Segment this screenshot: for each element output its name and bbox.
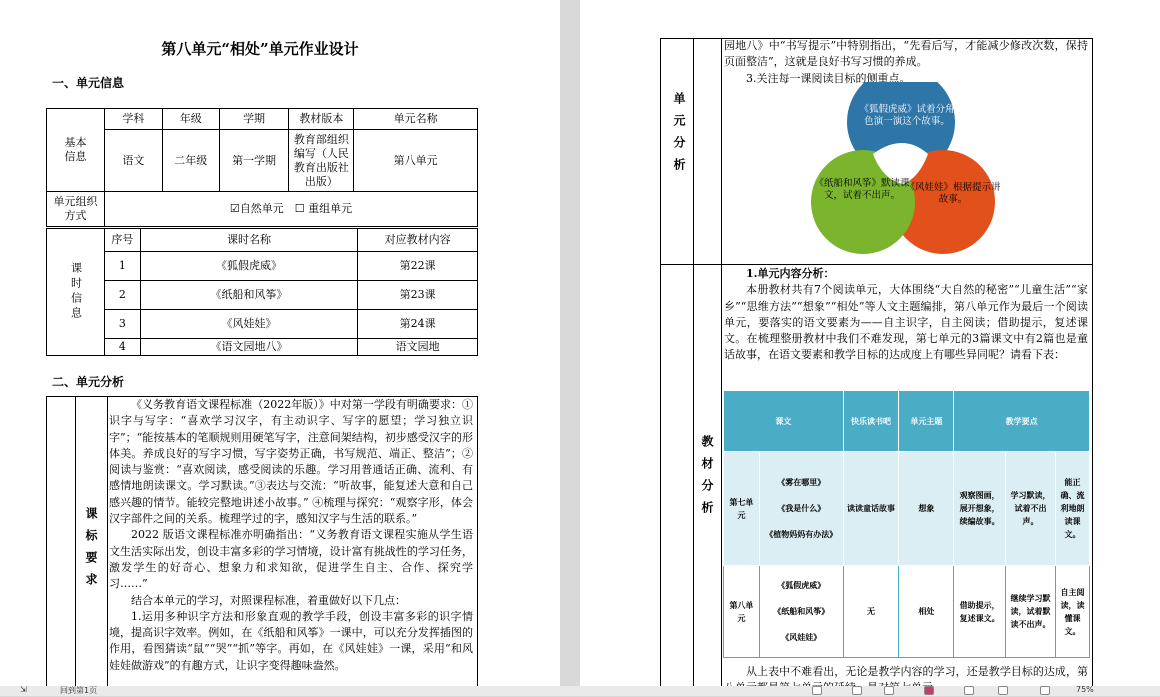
lesson-info-label: 课时信息 [47, 229, 105, 356]
status-bar [0, 686, 1160, 696]
lesson-header: 对应教材内容 [358, 229, 478, 252]
table-cell-reading: 无 [843, 566, 899, 658]
lesson-content: 第24课 [358, 310, 478, 339]
multi-page-icon[interactable] [884, 686, 894, 695]
venn-text-green: 《纸船和风筝》默读课文，试着不出声。 [814, 178, 910, 201]
info-header: 学科 [104, 109, 162, 130]
org-label: 单元组织方式 [47, 192, 105, 227]
info-value: 第八单元 [354, 130, 478, 192]
table-cell-point: 自主阅读，读懂课文。 [1055, 566, 1089, 658]
info-value: 语文 [104, 130, 162, 192]
material-analysis-label: 教材分析 [700, 435, 714, 523]
lesson-header: 课时名称 [140, 229, 357, 252]
table-cell-theme: 相处 [899, 566, 954, 658]
lesson-table [46, 228, 478, 356]
venn-text-orange: 《风娃娃》根据提示讲故事。 [905, 182, 1001, 205]
section-heading-unit-info: 一、单元信息 [52, 76, 125, 90]
info-header: 教材版本 [289, 109, 354, 130]
table-cell-point: 能正确、流利地朗读课文。 [1055, 452, 1089, 566]
bottom-text: 从上表中不难看出，无论是教学内容的学习，还是教学目标的达成，第 [746, 665, 1088, 678]
lesson-content: 第23课 [358, 281, 478, 310]
table-cell-reading: 读读童话故事 [843, 452, 899, 566]
curriculum-text: 《义务教育语文课程标准（2022年版）》中对第一学段有明确要求：①识字与写字：“喜欢学习汉字，有主动识字、写字的愿望；学习独立识字”；“能按基本的笔顺规则用硬笔写字，注意间架结构，初步感受汉字的形体美。养成良好的写字习惯，写字姿势正确，书写规范、端正、整洁”；②阅读与鉴赏：“喜欢阅读，感受阅读的乐趣。学习用普通话正确、流利、有感情地朗读课文。学习默读。”③表达与交流：“听故事，能复述大意和自己感兴趣的情节。能较完整地讲述小故事。” ④梳理与探究：“观察字形，体会汉字部件之间的关系。梳理学过的字，感知汉字与生活的联系。” 2022 版语文课程标准亦明确指出：“义务教育语文课程实施从学生语文生活实际出发，创设丰富多彩的学习情境，设计富有挑战性的学习任务，激发学生的好奇心、想象力和求知欲，促进学生自主、合作、探究学习……” 结合本单元的学习，对照课程标准，着重做好以下几点： 1.运用多种识字方法和形象直观的教学手段，创设丰富多彩的识字情境，提高识字效率。例如，在《纸船和风筝》一课中，可以充分发挥插图的作用，看图猜读“鼠”“哭”“抓”等字。再如，在《风娃娃》一课，采用“和风娃娃做游戏”的有趣方式，让识字变得趣味盎然。 [109, 398, 473, 672]
table-header: 单元主题 [899, 391, 954, 452]
lesson-no: 1 [104, 252, 140, 281]
curriculum-box [46, 396, 478, 686]
info-header: 单元名称 [354, 109, 478, 130]
page-view-icon[interactable] [852, 686, 862, 695]
read-mode-icon[interactable] [812, 686, 822, 695]
table-cell-unit: 第七单元 [724, 452, 760, 566]
lesson-name: 《狐假虎威》 [140, 252, 357, 281]
table-header: 快乐读书吧 [843, 391, 899, 452]
web-view-icon[interactable] [964, 686, 974, 695]
top-text: 园地八》中“书写提示”中特别指出，“先看后写，才能减少修改次数，保持页面整洁”，这就是良好书写习惯的养成。 3.关注每一课阅读目标的侧重点。 [724, 39, 1088, 85]
table-cell-point: 观察图画，展开想象，续编故事。 [954, 452, 1006, 566]
table-header: 教学要点 [954, 391, 1090, 452]
table-cell-texts: 《狐假虎威》 《纸船和风筝》 《风娃娃》 [759, 566, 843, 658]
content-analysis: 1.单元内容分析： 本册教材共有7个阅读单元，大体围绕“大自然的秘密”“儿童生活”“家乡”“思维方法”“想象”“相处”等人文主题编排，第八单元作为最后一个阅读单元，要落实的语文要素为——自主识字，自主阅读；借助提示，复述课文。在梳理整册教材中我们不难发现，第七单元的3篇课文中有2篇也是童话故事，在语文要素和教学目标的达成度上有哪些异同呢？请看下表： [724, 267, 1088, 362]
basic-info-label: 基本信息 [47, 109, 105, 192]
fit-icon[interactable] [998, 686, 1008, 695]
info-value: 二年级 [162, 130, 219, 192]
info-header: 年级 [162, 109, 219, 130]
lesson-name: 《语文园地八》 [140, 339, 357, 356]
table-cell-texts: 《雾在哪里》 《我是什么》 《植物妈妈有办法》 [759, 452, 843, 566]
back-to-page-link[interactable]: 回到第1页 [60, 686, 98, 695]
lesson-no: 4 [104, 339, 140, 356]
info-value: 第一学期 [219, 130, 289, 192]
lesson-no: 2 [104, 281, 140, 310]
section-heading-unit-analysis: 二、单元分析 [52, 375, 125, 389]
lesson-name: 《纸船和风筝》 [140, 281, 357, 310]
zoom-out-icon[interactable] [1040, 686, 1050, 695]
table-cell-theme: 想象 [899, 452, 954, 566]
lesson-no: 3 [104, 310, 140, 339]
unit-analysis-label: 单元分析 [672, 92, 686, 180]
lesson-header: 序号 [104, 229, 140, 252]
org-value: ☑自然单元 ☐ 重组单元 [104, 192, 477, 227]
info-header: 学期 [219, 109, 289, 130]
table-header: 课文 [724, 391, 844, 452]
info-value: 教育部组织编写（人民教育出版社出版） [289, 130, 354, 192]
venn-text-blue: 《狐假虎威》试着分角色演一演这个故事。 [859, 104, 955, 127]
play-icon[interactable] [924, 686, 934, 695]
curriculum-label: 课标要求 [84, 507, 98, 595]
table-cell-point: 借助提示，复述课文。 [954, 566, 1006, 658]
table-cell-point: 继续学习默读，试着默读不出声。 [1006, 566, 1056, 658]
comparison-table [723, 390, 1090, 658]
lesson-content: 第22课 [358, 252, 478, 281]
lesson-content: 语文园地 [358, 339, 478, 356]
table-cell-point: 学习默读，试着不出声。 [1006, 452, 1056, 566]
left-page [0, 0, 560, 686]
zoom-level[interactable]: 75% [1076, 686, 1094, 694]
lesson-name: 《风娃娃》 [140, 310, 357, 339]
document-title: 第八单元“相处”单元作业设计 [161, 40, 359, 58]
unit-info-table [46, 108, 478, 227]
table-cell-unit: 第八单元 [724, 566, 760, 658]
collapse-icon[interactable]: ⇲ [20, 686, 27, 694]
